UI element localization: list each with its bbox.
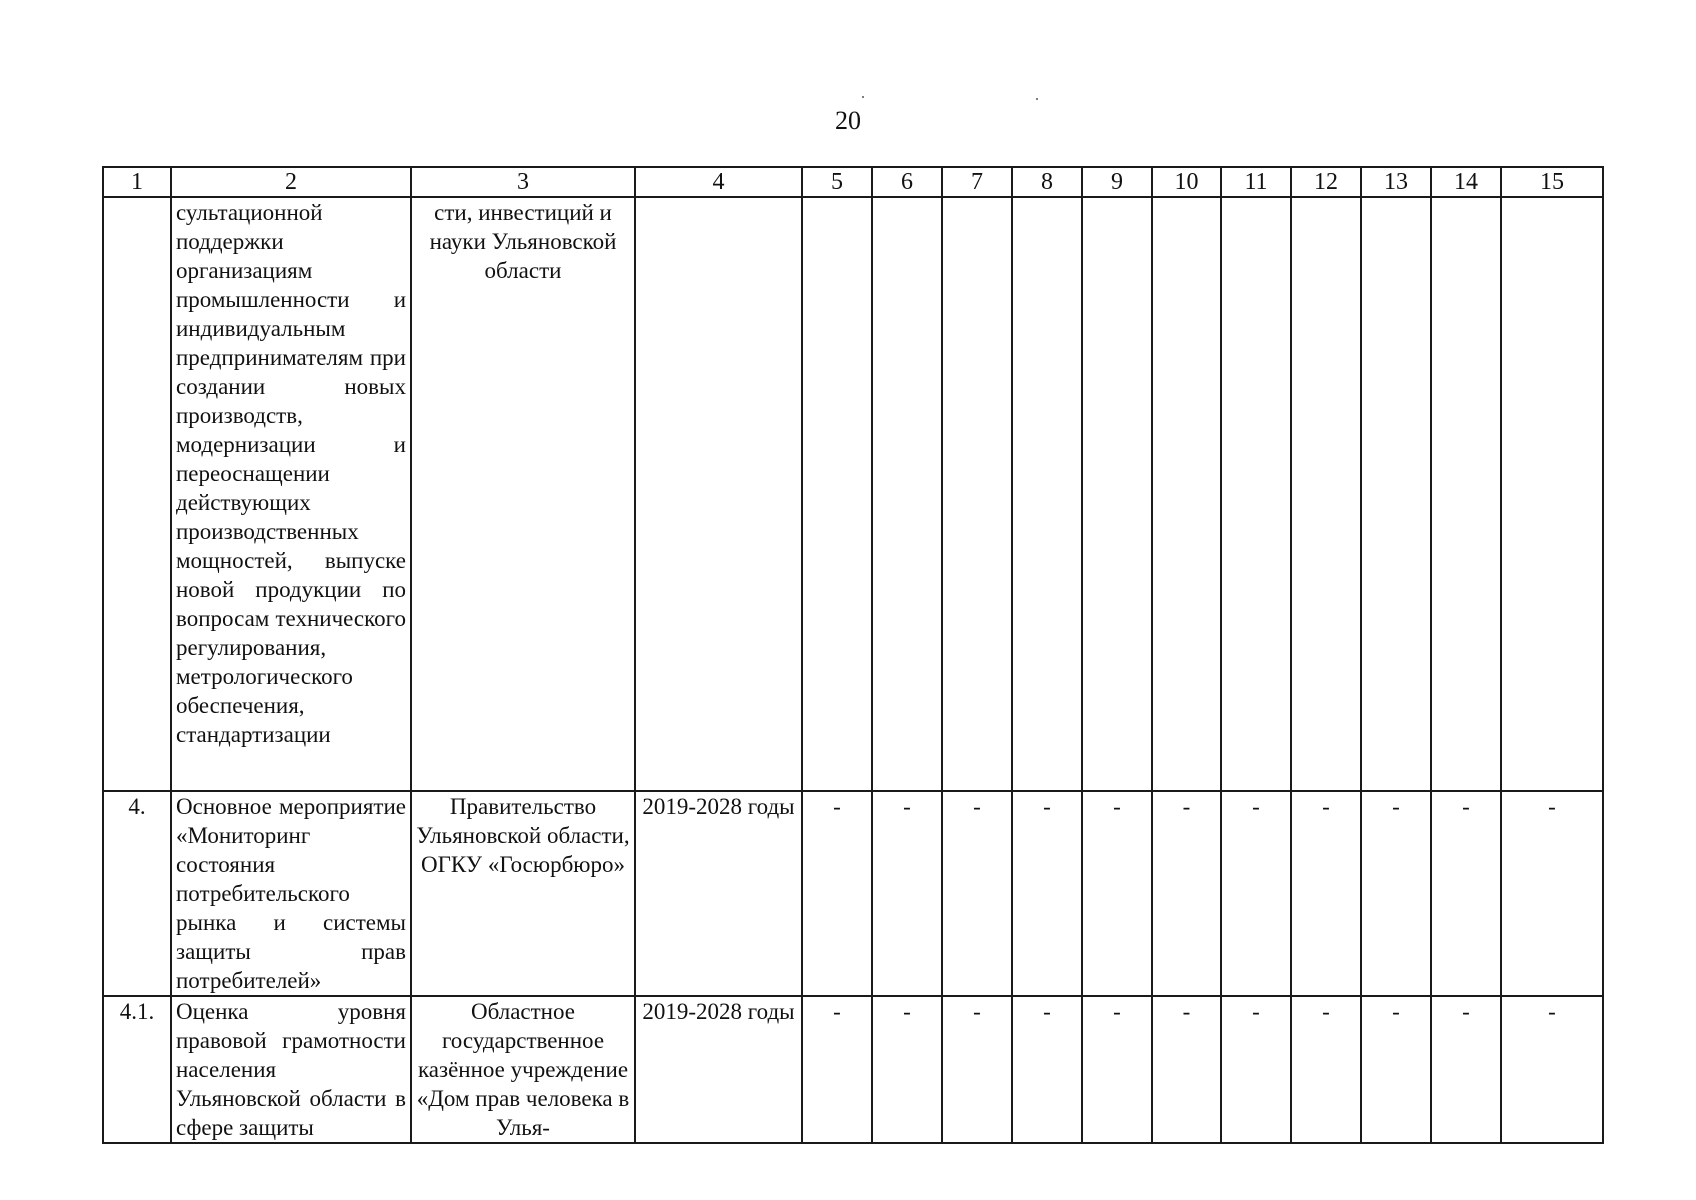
value-cell — [802, 197, 872, 791]
col-header: 11 — [1221, 167, 1291, 197]
value-cell: - — [1361, 791, 1431, 996]
value-cell: - — [1431, 791, 1501, 996]
row-number — [103, 197, 171, 791]
col-header: 1 — [103, 167, 171, 197]
value-cell: - — [1501, 791, 1603, 996]
period — [635, 197, 802, 791]
row-number: 4. — [103, 791, 171, 996]
value-cell: - — [1291, 791, 1361, 996]
value-cell: - — [1501, 996, 1603, 1143]
value-cell: - — [1152, 996, 1221, 1143]
col-header: 2 — [171, 167, 411, 197]
value-cell — [1361, 197, 1431, 791]
page-number: 20 — [835, 106, 861, 135]
activity-name: Оценка уровня правовой грамотности населения Ульяновской области в сфере защиты — [171, 996, 411, 1143]
row-number: 4.1. — [103, 996, 171, 1143]
value-cell: - — [942, 791, 1012, 996]
value-cell — [1012, 197, 1082, 791]
col-header: 5 — [802, 167, 872, 197]
value-cell — [1291, 197, 1361, 791]
period: 2019-2028 годы — [635, 791, 802, 996]
value-cell: - — [1361, 996, 1431, 1143]
col-header: 3 — [411, 167, 635, 197]
activity-name: сультационной поддержки организациям промышленности и индивидуальным предпринимателям при создании новых производств, модернизации и переоснащении действующих производственных мощностей, выпуске новой продукции по вопросам технического регулирования, метрологического обеспечения, стандартизации — [171, 197, 411, 791]
col-header: 4 — [635, 167, 802, 197]
value-cell — [872, 197, 942, 791]
value-cell — [1082, 197, 1152, 791]
value-cell — [942, 197, 1012, 791]
value-cell: - — [1221, 791, 1291, 996]
value-cell — [1221, 197, 1291, 791]
col-header: 14 — [1431, 167, 1501, 197]
value-cell: - — [1431, 996, 1501, 1143]
col-header: 13 — [1361, 167, 1431, 197]
col-header: 12 — [1291, 167, 1361, 197]
value-cell: - — [1012, 996, 1082, 1143]
value-cell: - — [872, 791, 942, 996]
activity-name: Основное мероприятие «Мониторинг состояния потребительского рынка и системы защиты прав потребителей» — [171, 791, 411, 996]
col-header: 15 — [1501, 167, 1603, 197]
executor: Правительство Ульяновской области, ОГКУ «Госюрбюро» — [411, 791, 635, 996]
value-cell — [1431, 197, 1501, 791]
value-cell: - — [1221, 996, 1291, 1143]
value-cell: - — [802, 791, 872, 996]
period: 2019-2028 годы — [635, 996, 802, 1143]
value-cell: - — [1082, 996, 1152, 1143]
table-row — [103, 791, 1603, 996]
executor: Областное государственное казённое учреждение «Дом прав человека в Улья- — [411, 996, 635, 1143]
col-header: 8 — [1012, 167, 1082, 197]
scan-speck — [1036, 98, 1038, 100]
value-cell — [1152, 197, 1221, 791]
data-table — [102, 166, 1604, 1144]
value-cell: - — [872, 996, 942, 1143]
value-cell — [1501, 197, 1603, 791]
value-cell: - — [1012, 791, 1082, 996]
col-header: 7 — [942, 167, 1012, 197]
table-row — [103, 197, 1603, 791]
scan-speck — [862, 96, 864, 98]
executor: сти, инвестиций и науки Ульяновской области — [411, 197, 635, 791]
value-cell: - — [1291, 996, 1361, 1143]
value-cell: - — [942, 996, 1012, 1143]
value-cell: - — [1152, 791, 1221, 996]
header-row — [103, 167, 1603, 197]
value-cell: - — [1082, 791, 1152, 996]
col-header: 10 — [1152, 167, 1221, 197]
col-header: 9 — [1082, 167, 1152, 197]
col-header: 6 — [872, 167, 942, 197]
value-cell: - — [802, 996, 872, 1143]
table-row — [103, 996, 1603, 1143]
